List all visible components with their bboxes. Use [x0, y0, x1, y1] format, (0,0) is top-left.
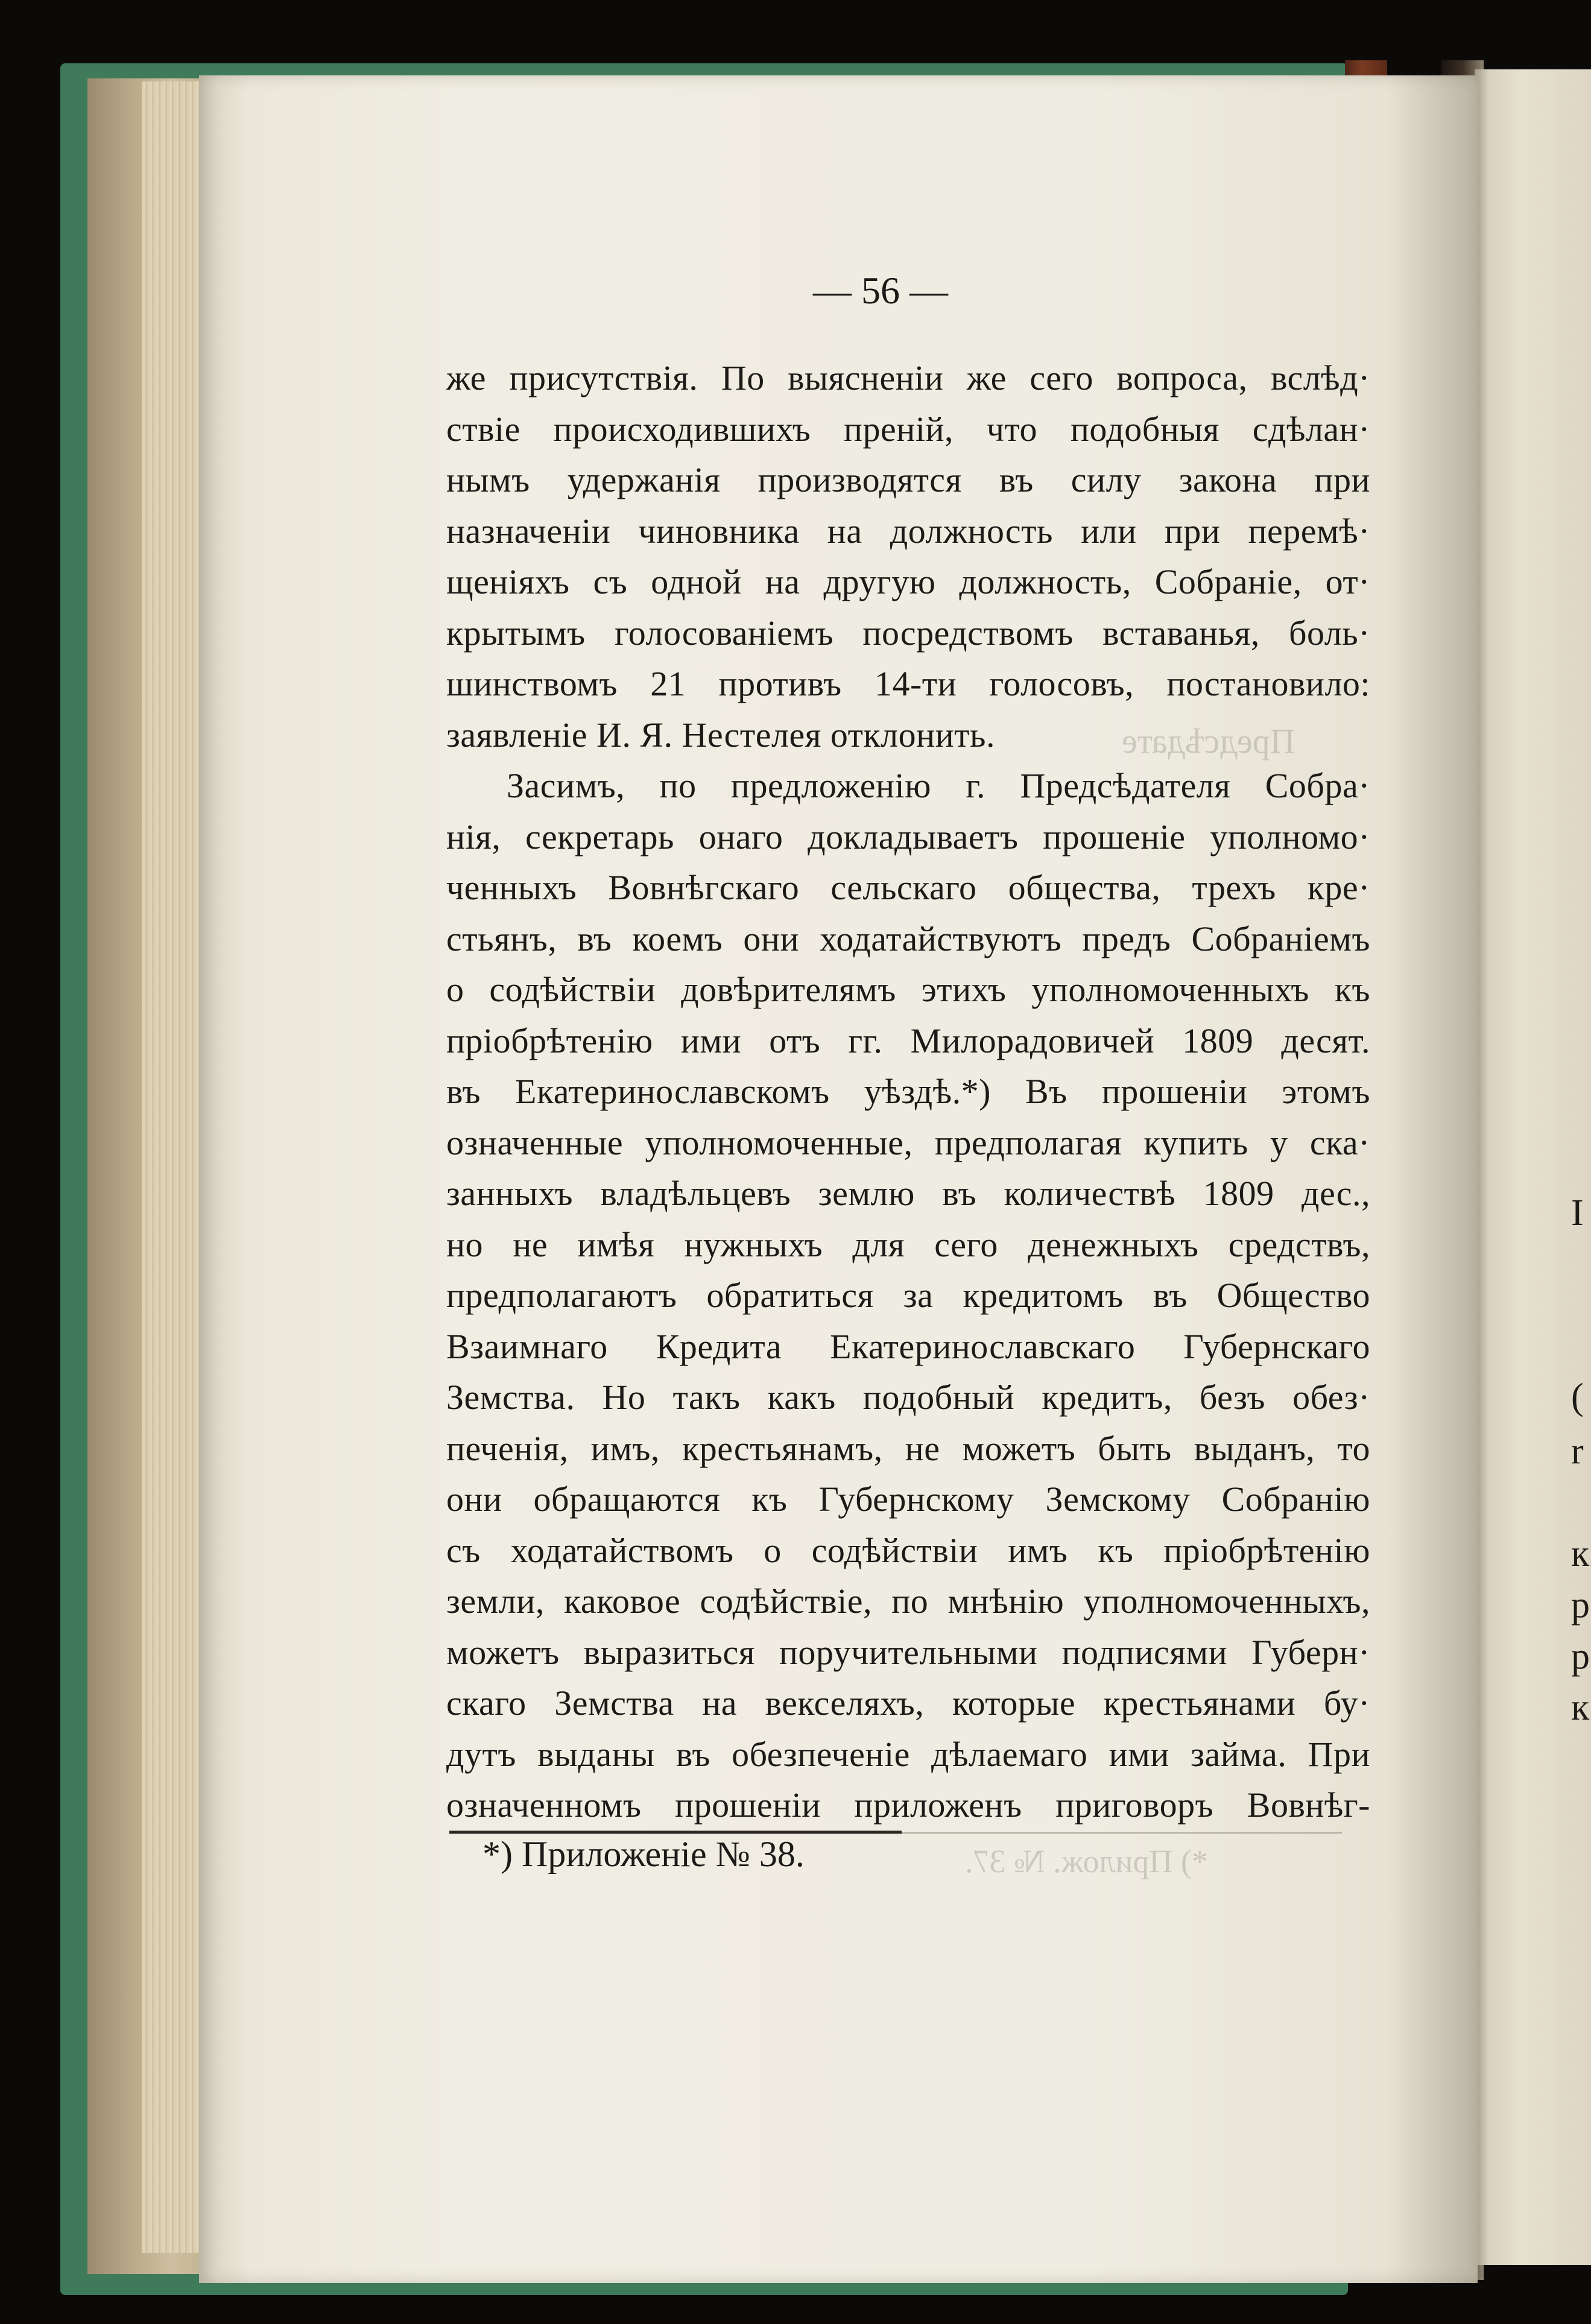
- text-line: они обращаются къ Губернскому Земскому Собранію: [446, 1480, 1370, 1519]
- facing-page: [1475, 69, 1591, 2265]
- text-line: земли, каковое содѣйствіе, по мнѣнію уполномоченныхъ,: [446, 1582, 1370, 1621]
- text-line: о содѣйствіи довѣрителямъ этихъ уполномоченныхъ къ: [446, 970, 1370, 1009]
- text-line: печенія, имъ, крестьянамъ, не можетъ быть выданъ, то: [446, 1428, 1370, 1468]
- text-line: крытымъ голосованіемъ посредствомъ вставанья, боль·: [446, 613, 1370, 653]
- facing-page-letter: I: [1571, 1192, 1584, 1233]
- text-line: нія, секретарь онаго докладываетъ прошеніе уполномо·: [446, 817, 1370, 856]
- text-line: дутъ выданы въ обезпеченіе дѣлаемаго ими займа. При: [446, 1734, 1370, 1774]
- bleed-through-footnote: *) Прилож. № 37.: [965, 1843, 1208, 1879]
- text-line: шинствомъ 21 противъ 14-ти голосовъ, постановило:: [446, 664, 1370, 703]
- text-line: скаго Земства на векселяхъ, которые крестьянами бу·: [446, 1683, 1370, 1723]
- text-line: ченныхъ Вовнѣгскаго сельскаго общества, трехъ кре·: [446, 868, 1370, 907]
- bleed-through-text: Предсѣдате: [1122, 721, 1295, 761]
- text-line: означенномъ прошеніи приложенъ приговоръ Вовнѣг-: [446, 1785, 1370, 1825]
- facing-page-letter: р: [1571, 1585, 1590, 1626]
- facing-page-letter: r: [1571, 1431, 1584, 1472]
- facing-page-letter: р: [1571, 1636, 1590, 1677]
- text-line: заявленіе И. Я. Нестелея отклонить.: [446, 715, 995, 755]
- text-line: занныхъ владѣльцевъ землю въ количествѣ 1809 дес.,: [446, 1174, 1370, 1213]
- facing-page-letter: к: [1571, 1687, 1590, 1728]
- facing-page-letter: к: [1571, 1533, 1590, 1574]
- text-line: въ Екатеринославскомъ уѣздѣ.*) Въ прошеніи этомъ: [446, 1072, 1370, 1111]
- page-number: — 56 —: [813, 269, 948, 312]
- text-line: означенные уполномоченные, предполагая купить у ска·: [446, 1122, 1370, 1162]
- text-line: стьянъ, въ коемъ они ходатайствуютъ предъ Собраніемъ: [446, 919, 1370, 958]
- footnote-rule-faint: [902, 1832, 1342, 1834]
- text-line: предполагаютъ обратиться за кредитомъ въ Общество: [446, 1276, 1370, 1315]
- text-line: нымъ удержанія производятся въ силу закона при: [446, 460, 1370, 499]
- text-line: съ ходатайствомъ о содѣйствіи имъ къ пріобрѣтенію: [446, 1530, 1370, 1570]
- text-line: Земства. Но такъ какъ подобный кредитъ, безъ обез·: [446, 1378, 1370, 1417]
- text-line: Взаимнаго Кредита Екатеринославскаго Губернскаго: [446, 1326, 1370, 1366]
- text-line: пріобрѣтенію ими отъ гг. Милорадовичей 1809 десят.: [446, 1021, 1370, 1060]
- text-line: но не имѣя нужныхъ для сего денежныхъ средствъ,: [446, 1224, 1370, 1264]
- body-text: [446, 353, 1370, 1831]
- text-line: Засимъ, по предложенію г. Предсѣдателя Собра·: [507, 766, 1370, 805]
- text-line: можетъ выразиться поручительными подписями Губерн·: [446, 1632, 1370, 1672]
- facing-page-letter: (: [1571, 1376, 1584, 1417]
- text-line: щеніяхъ съ одной на другую должность, Собраніе, от·: [446, 562, 1370, 601]
- text-line: же присутствія. По выясненіи же сего вопроса, вслѣд·: [446, 358, 1370, 397]
- text-line: назначеніи чиновника на должность или при перемѣ·: [446, 511, 1370, 551]
- text-line: ствіе происходившихъ преній, что подобныя сдѣлан·: [446, 409, 1370, 449]
- footnote: *) Приложеніе № 38.: [482, 1834, 805, 1874]
